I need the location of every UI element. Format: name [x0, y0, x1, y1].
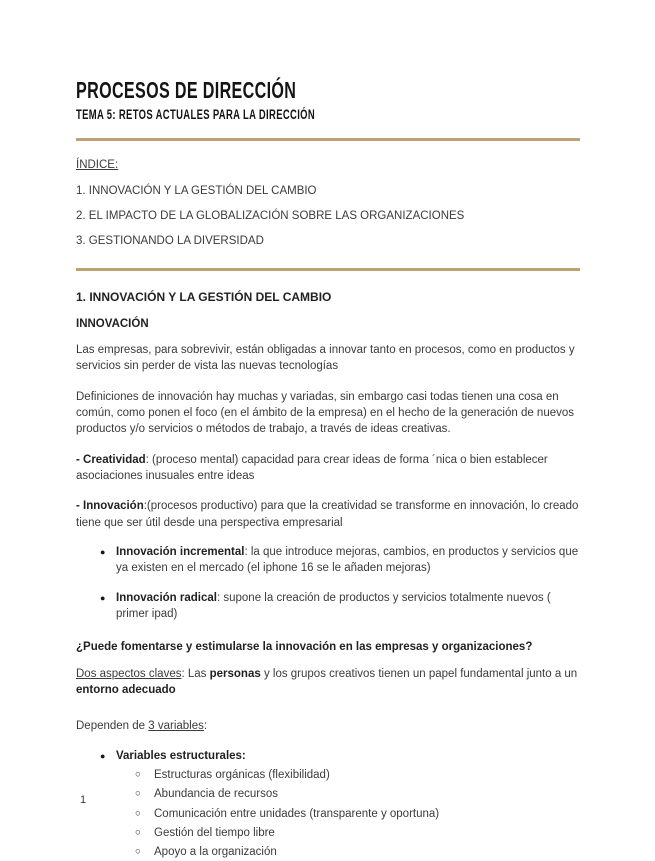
- sub-bullet-text-1: Estructuras orgánicas (flexibilidad): [154, 768, 330, 781]
- circle-icon: ○: [135, 826, 141, 838]
- page-subtitle: TEMA 5: RETOS ACTUALES PARA LA DIRECCIÓN: [76, 107, 316, 123]
- aspects-pre: : Las: [181, 667, 210, 680]
- index-item-3: 3. GESTIONANDO LA DIVERSIDAD: [76, 235, 264, 248]
- page-number: 1: [80, 794, 87, 806]
- definition-innovacion: [76, 498, 580, 531]
- sub-bullet-item-5: [76, 844, 580, 860]
- sub-bullet-text-5: Apoyo a la organización: [154, 846, 277, 859]
- page-title: PROCESOS DE DIRECCIÓN: [76, 77, 297, 103]
- index-heading-line: [76, 157, 580, 173]
- bullet-radical-text: : supone la creación de productos y servicios totalmente nuevos ( primer ipad): [116, 591, 551, 620]
- sub-bullet-item-1: [76, 767, 580, 783]
- sub-bullet-item-4: [76, 825, 580, 841]
- aspects-label: Dos aspectos claves: [76, 667, 182, 680]
- index-item-2: 2. EL IMPACTO DE LA GLOBALIZACIÓN SOBRE LAS ORGANIZACIONES: [76, 209, 465, 222]
- circle-icon: ○: [135, 846, 141, 858]
- index-item-1: 1. INNOVACIÓN Y LA GESTIÓN DEL CAMBIO: [76, 184, 317, 197]
- depend-post: :: [203, 720, 208, 733]
- sub-bullet-item-3: [76, 806, 580, 822]
- circle-icon: ○: [135, 788, 141, 800]
- depend-line: [76, 718, 580, 734]
- bullet-icon: ●: [100, 592, 106, 603]
- paragraph-2: [76, 389, 580, 438]
- divider-top: [76, 138, 580, 141]
- sub-bullet-text-3: Comunicación entre unidades (transparente y oportuna): [154, 807, 440, 820]
- innovacion-text: :(procesos productivo) para que la creatividad se transforme en innovación, lo creado tiene que ser útil desde una perspectiva empresarial: [76, 500, 579, 529]
- aspects-bold-personas: personas: [209, 667, 261, 680]
- creatividad-text: : (proceso mental) capacidad para crear ideas de forma ´nica o bien establecer asociaciones inusuales entre ideas: [76, 453, 548, 482]
- paragraph-2-text: Definiciones de innovación hay muchas y variadas, sin embargo casi todas tienen una cosa en común, como ponen el foco (en el ámbito de la empresa) en el hecho de la generación de nuevos productos y/o servicios o métodos de trabajo, a través de ideas creativas.: [76, 390, 575, 436]
- depend-pre: Dependen de: [76, 720, 149, 733]
- creatividad-label: - Creatividad: [76, 453, 146, 466]
- section-subheading: INNOVACIÓN: [76, 317, 149, 330]
- bullet-incremental-label: Innovación incremental: [116, 545, 245, 558]
- question-heading: ¿Puede fomentarse y estimularse la innovación en las empresas y organizaciones?: [76, 641, 533, 654]
- sub-bullet-text-4: Gestión del tiempo libre: [154, 826, 275, 839]
- definition-creatividad: [76, 452, 580, 485]
- paragraph-1-text: Las empresas, para sobrevivir, están obligadas a innovar tanto en procesos, como en productos y servicios sin perder de vista las nuevas tecnologías: [76, 344, 575, 373]
- circle-icon: ○: [135, 768, 141, 780]
- bullet-icon: ●: [100, 750, 106, 761]
- bullet-text: [116, 748, 580, 764]
- variables-heading: Variables estructurales:: [116, 749, 246, 762]
- circle-icon: ○: [135, 807, 141, 819]
- index-heading: ÍNDICE:: [76, 159, 119, 172]
- bullet-icon: ●: [100, 546, 106, 557]
- bullet-text: [116, 590, 580, 623]
- paragraph-1: [76, 342, 580, 375]
- depend-underline: 3 variables: [148, 720, 204, 733]
- bullet-incremental-text: : la que introduce mejoras, cambios, en productos y servicios que ya existen en el mercado (el iphone 16 se le añaden mejoras): [116, 545, 579, 575]
- divider-index-bottom: [76, 268, 580, 271]
- section-heading: 1. INNOVACIÓN Y LA GESTIÓN DEL CAMBIO: [76, 289, 332, 304]
- bullet-item-incremental: [76, 544, 580, 577]
- aspects-line: [76, 666, 580, 699]
- sub-bullet-item-2: [76, 786, 580, 802]
- sub-bullet-text-2: Abundancia de recursos: [154, 788, 279, 801]
- bullet-item-radical: [76, 590, 580, 623]
- aspects-mid: y los grupos creativos tienen un papel fundamental junto a un: [260, 667, 578, 680]
- bullet-text: [116, 544, 580, 577]
- bullet-radical-label: Innovación radical: [116, 591, 217, 604]
- aspects-bold-entorno: entorno adecuado: [76, 683, 176, 696]
- innovacion-label: - Innovación: [76, 500, 144, 513]
- bullet-item-variables: [76, 748, 580, 764]
